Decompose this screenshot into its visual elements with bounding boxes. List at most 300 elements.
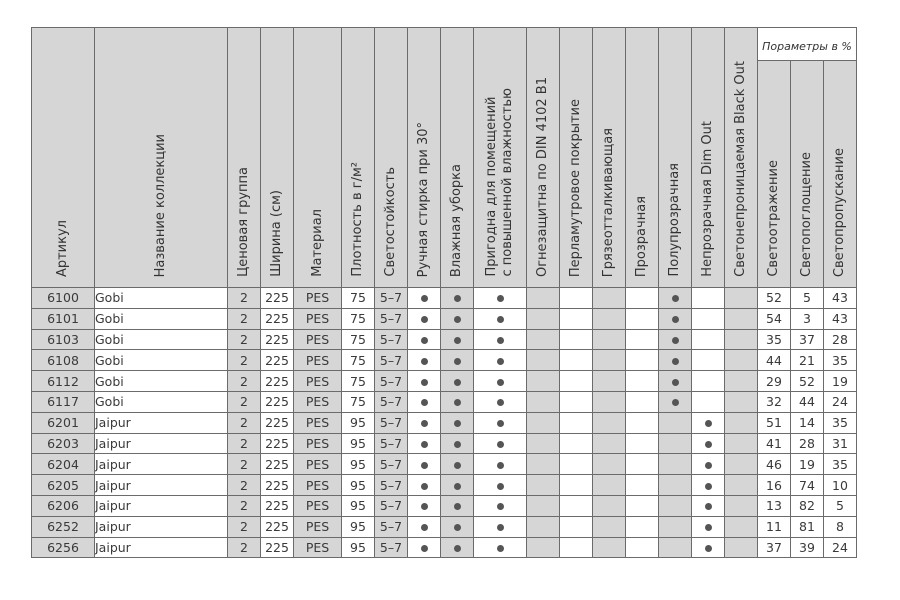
- feature-dot-icon: [672, 316, 679, 323]
- cell-price-group: 2: [228, 433, 261, 454]
- header-transparent: Прозрачная: [626, 28, 659, 288]
- cell-lightfastness: 5–7: [375, 288, 408, 309]
- cell-fire-protection: [527, 391, 560, 412]
- cell-transparent: [626, 433, 659, 454]
- cell-dim-out: [692, 288, 725, 309]
- cell-reflection: 46: [758, 454, 791, 475]
- feature-dot-icon: [672, 358, 679, 365]
- cell-wet-cleaning: [441, 329, 474, 350]
- header-humid-rooms: Пригодна для помещений с повышенной влажностью: [474, 28, 527, 288]
- cell-dim-out: [692, 308, 725, 329]
- cell-article: 6108: [32, 350, 95, 371]
- feature-dot-icon: [454, 295, 461, 302]
- cell-lightfastness: 5–7: [375, 391, 408, 412]
- cell-transmission: 31: [824, 433, 857, 454]
- feature-dot-icon: [497, 358, 504, 365]
- cell-material: PES: [294, 412, 342, 433]
- cell-semi-transparent: [659, 454, 692, 475]
- header-wet-cleaning: Влажная уборка: [441, 28, 474, 288]
- feature-dot-icon: [454, 420, 461, 427]
- product-spec-table: [31, 27, 857, 558]
- cell-price-group: 2: [228, 371, 261, 392]
- cell-dirt-repellent: [593, 454, 626, 475]
- cell-humid-rooms: [474, 412, 527, 433]
- cell-hand-wash: [408, 412, 441, 433]
- cell-reflection: 29: [758, 371, 791, 392]
- table-row: [32, 350, 857, 371]
- cell-density: 95: [342, 454, 375, 475]
- cell-price-group: 2: [228, 516, 261, 537]
- cell-wet-cleaning: [441, 433, 474, 454]
- cell-fire-protection: [527, 495, 560, 516]
- cell-article: 6204: [32, 454, 95, 475]
- cell-hand-wash: [408, 391, 441, 412]
- cell-semi-transparent: [659, 329, 692, 350]
- cell-reflection: 32: [758, 391, 791, 412]
- cell-transmission: 43: [824, 308, 857, 329]
- cell-black-out: [725, 433, 758, 454]
- cell-lightfastness: 5–7: [375, 475, 408, 496]
- feature-dot-icon: [454, 524, 461, 531]
- cell-dirt-repellent: [593, 288, 626, 309]
- cell-density: 75: [342, 391, 375, 412]
- cell-name: Gobi: [95, 391, 228, 412]
- cell-fire-protection: [527, 433, 560, 454]
- cell-lightfastness: 5–7: [375, 371, 408, 392]
- feature-dot-icon: [705, 462, 712, 469]
- cell-width: 225: [261, 412, 294, 433]
- cell-dirt-repellent: [593, 495, 626, 516]
- cell-transparent: [626, 391, 659, 412]
- cell-dim-out: [692, 391, 725, 412]
- cell-reflection: 52: [758, 288, 791, 309]
- cell-dirt-repellent: [593, 350, 626, 371]
- cell-density: 95: [342, 475, 375, 496]
- cell-pearl-coating: [560, 433, 593, 454]
- cell-dim-out: [692, 412, 725, 433]
- cell-transparent: [626, 371, 659, 392]
- cell-semi-transparent: [659, 391, 692, 412]
- cell-hand-wash: [408, 329, 441, 350]
- feature-dot-icon: [497, 483, 504, 490]
- cell-humid-rooms: [474, 371, 527, 392]
- header-price-group: Ценовая группа: [228, 28, 261, 288]
- header-lightfastness: Светостойкость: [375, 28, 408, 288]
- cell-article: 6256: [32, 537, 95, 558]
- feature-dot-icon: [497, 524, 504, 531]
- header-collection: Название коллекции: [95, 28, 228, 288]
- feature-dot-icon: [421, 462, 428, 469]
- cell-transparent: [626, 288, 659, 309]
- cell-name: Jaipur: [95, 516, 228, 537]
- cell-material: PES: [294, 454, 342, 475]
- cell-article: 6205: [32, 475, 95, 496]
- cell-dim-out: [692, 329, 725, 350]
- table-row: [32, 516, 857, 537]
- cell-black-out: [725, 454, 758, 475]
- header-dim-out: Непрозрачная Dim Out: [692, 28, 725, 288]
- cell-pearl-coating: [560, 391, 593, 412]
- cell-article: 6252: [32, 516, 95, 537]
- cell-width: 225: [261, 516, 294, 537]
- header-absorption: Светопоглощение: [791, 61, 824, 288]
- cell-wet-cleaning: [441, 350, 474, 371]
- cell-reflection: 11: [758, 516, 791, 537]
- cell-semi-transparent: [659, 516, 692, 537]
- feature-dot-icon: [497, 316, 504, 323]
- header-fire-protection: Огнезащитна по DIN 4102 B1: [527, 28, 560, 288]
- cell-name: Gobi: [95, 288, 228, 309]
- cell-black-out: [725, 288, 758, 309]
- cell-black-out: [725, 475, 758, 496]
- cell-reflection: 51: [758, 412, 791, 433]
- cell-transmission: 35: [824, 454, 857, 475]
- header-hand-wash: Ручная стирка при 30°: [408, 28, 441, 288]
- cell-dirt-repellent: [593, 371, 626, 392]
- feature-dot-icon: [497, 545, 504, 552]
- table-body: [32, 288, 857, 558]
- cell-width: 225: [261, 433, 294, 454]
- cell-width: 225: [261, 371, 294, 392]
- cell-black-out: [725, 412, 758, 433]
- cell-pearl-coating: [560, 475, 593, 496]
- feature-dot-icon: [705, 483, 712, 490]
- cell-wet-cleaning: [441, 537, 474, 558]
- cell-price-group: 2: [228, 475, 261, 496]
- feature-dot-icon: [454, 379, 461, 386]
- cell-semi-transparent: [659, 288, 692, 309]
- feature-dot-icon: [705, 503, 712, 510]
- cell-humid-rooms: [474, 475, 527, 496]
- cell-wet-cleaning: [441, 516, 474, 537]
- cell-reflection: 37: [758, 537, 791, 558]
- cell-hand-wash: [408, 495, 441, 516]
- cell-lightfastness: 5–7: [375, 329, 408, 350]
- cell-name: Jaipur: [95, 412, 228, 433]
- cell-transparent: [626, 475, 659, 496]
- cell-wet-cleaning: [441, 412, 474, 433]
- cell-article: 6203: [32, 433, 95, 454]
- cell-semi-transparent: [659, 371, 692, 392]
- cell-material: PES: [294, 495, 342, 516]
- cell-transmission: 24: [824, 537, 857, 558]
- cell-humid-rooms: [474, 308, 527, 329]
- cell-pearl-coating: [560, 350, 593, 371]
- cell-pearl-coating: [560, 412, 593, 433]
- cell-wet-cleaning: [441, 454, 474, 475]
- header-transmission: Светопропускание: [824, 61, 857, 288]
- feature-dot-icon: [421, 483, 428, 490]
- feature-dot-icon: [454, 358, 461, 365]
- feature-dot-icon: [454, 483, 461, 490]
- table-row: [32, 308, 857, 329]
- feature-dot-icon: [705, 420, 712, 427]
- cell-fire-protection: [527, 288, 560, 309]
- cell-absorption: 21: [791, 350, 824, 371]
- cell-width: 225: [261, 308, 294, 329]
- cell-material: PES: [294, 288, 342, 309]
- cell-pearl-coating: [560, 329, 593, 350]
- cell-price-group: 2: [228, 288, 261, 309]
- cell-black-out: [725, 495, 758, 516]
- feature-dot-icon: [421, 295, 428, 302]
- cell-humid-rooms: [474, 433, 527, 454]
- cell-width: 225: [261, 288, 294, 309]
- cell-black-out: [725, 308, 758, 329]
- cell-density: 95: [342, 537, 375, 558]
- cell-width: 225: [261, 537, 294, 558]
- cell-name: Jaipur: [95, 433, 228, 454]
- cell-dirt-repellent: [593, 516, 626, 537]
- header-black-out: Светонепроницаемая Black Out: [725, 28, 758, 288]
- feature-dot-icon: [454, 462, 461, 469]
- cell-absorption: 28: [791, 433, 824, 454]
- table-row: [32, 454, 857, 475]
- cell-black-out: [725, 329, 758, 350]
- cell-wet-cleaning: [441, 475, 474, 496]
- cell-absorption: 39: [791, 537, 824, 558]
- cell-transmission: 35: [824, 350, 857, 371]
- cell-absorption: 44: [791, 391, 824, 412]
- cell-hand-wash: [408, 350, 441, 371]
- header-row: [32, 28, 857, 61]
- table-row: [32, 475, 857, 496]
- cell-material: PES: [294, 308, 342, 329]
- cell-name: Gobi: [95, 329, 228, 350]
- cell-transparent: [626, 537, 659, 558]
- cell-humid-rooms: [474, 329, 527, 350]
- cell-transmission: 28: [824, 329, 857, 350]
- cell-width: 225: [261, 475, 294, 496]
- cell-semi-transparent: [659, 475, 692, 496]
- table-row: [32, 288, 857, 309]
- cell-absorption: 5: [791, 288, 824, 309]
- cell-density: 95: [342, 412, 375, 433]
- cell-dirt-repellent: [593, 329, 626, 350]
- feature-dot-icon: [672, 337, 679, 344]
- cell-fire-protection: [527, 350, 560, 371]
- cell-transparent: [626, 329, 659, 350]
- cell-transparent: [626, 412, 659, 433]
- cell-absorption: 82: [791, 495, 824, 516]
- feature-dot-icon: [454, 337, 461, 344]
- cell-fire-protection: [527, 308, 560, 329]
- cell-article: 6100: [32, 288, 95, 309]
- feature-dot-icon: [497, 379, 504, 386]
- cell-dim-out: [692, 350, 725, 371]
- table-row: [32, 537, 857, 558]
- cell-reflection: 54: [758, 308, 791, 329]
- cell-transmission: 5: [824, 495, 857, 516]
- cell-semi-transparent: [659, 537, 692, 558]
- cell-density: 75: [342, 329, 375, 350]
- feature-dot-icon: [672, 399, 679, 406]
- table-row: [32, 329, 857, 350]
- cell-price-group: 2: [228, 329, 261, 350]
- cell-price-group: 2: [228, 391, 261, 412]
- cell-dirt-repellent: [593, 391, 626, 412]
- cell-density: 75: [342, 350, 375, 371]
- cell-absorption: 81: [791, 516, 824, 537]
- cell-fire-protection: [527, 516, 560, 537]
- cell-dirt-repellent: [593, 475, 626, 496]
- cell-pearl-coating: [560, 516, 593, 537]
- cell-density: 75: [342, 288, 375, 309]
- cell-transmission: 35: [824, 412, 857, 433]
- feature-dot-icon: [421, 503, 428, 510]
- cell-transmission: 10: [824, 475, 857, 496]
- cell-absorption: 52: [791, 371, 824, 392]
- cell-lightfastness: 5–7: [375, 516, 408, 537]
- cell-dim-out: [692, 475, 725, 496]
- cell-hand-wash: [408, 454, 441, 475]
- cell-lightfastness: 5–7: [375, 350, 408, 371]
- header-semi-transparent: Полупрозрачная: [659, 28, 692, 288]
- feature-dot-icon: [454, 399, 461, 406]
- cell-dirt-repellent: [593, 412, 626, 433]
- cell-absorption: 37: [791, 329, 824, 350]
- header-pearl-coating: Перламутровое покрытие: [560, 28, 593, 288]
- cell-density: 75: [342, 371, 375, 392]
- feature-dot-icon: [421, 358, 428, 365]
- cell-black-out: [725, 371, 758, 392]
- feature-dot-icon: [421, 337, 428, 344]
- cell-width: 225: [261, 329, 294, 350]
- cell-material: PES: [294, 433, 342, 454]
- cell-black-out: [725, 516, 758, 537]
- table-row: [32, 433, 857, 454]
- cell-density: 75: [342, 308, 375, 329]
- cell-lightfastness: 5–7: [375, 433, 408, 454]
- feature-dot-icon: [421, 441, 428, 448]
- feature-dot-icon: [421, 545, 428, 552]
- cell-transparent: [626, 350, 659, 371]
- cell-absorption: 3: [791, 308, 824, 329]
- cell-semi-transparent: [659, 350, 692, 371]
- cell-lightfastness: 5–7: [375, 412, 408, 433]
- cell-density: 95: [342, 495, 375, 516]
- cell-lightfastness: 5–7: [375, 308, 408, 329]
- cell-dirt-repellent: [593, 537, 626, 558]
- cell-pearl-coating: [560, 371, 593, 392]
- cell-dim-out: [692, 495, 725, 516]
- cell-pearl-coating: [560, 454, 593, 475]
- cell-name: Jaipur: [95, 537, 228, 558]
- cell-humid-rooms: [474, 391, 527, 412]
- cell-name: Jaipur: [95, 475, 228, 496]
- feature-dot-icon: [454, 316, 461, 323]
- cell-hand-wash: [408, 475, 441, 496]
- cell-article: 6117: [32, 391, 95, 412]
- cell-semi-transparent: [659, 433, 692, 454]
- feature-dot-icon: [497, 441, 504, 448]
- cell-hand-wash: [408, 371, 441, 392]
- feature-dot-icon: [421, 316, 428, 323]
- cell-fire-protection: [527, 537, 560, 558]
- table-row: [32, 412, 857, 433]
- cell-article: 6103: [32, 329, 95, 350]
- table-row: [32, 391, 857, 412]
- cell-density: 95: [342, 433, 375, 454]
- cell-price-group: 2: [228, 350, 261, 371]
- feature-dot-icon: [421, 524, 428, 531]
- cell-material: PES: [294, 537, 342, 558]
- cell-width: 225: [261, 454, 294, 475]
- cell-pearl-coating: [560, 537, 593, 558]
- feature-dot-icon: [672, 295, 679, 302]
- cell-transmission: 43: [824, 288, 857, 309]
- cell-transmission: 24: [824, 391, 857, 412]
- cell-wet-cleaning: [441, 391, 474, 412]
- cell-transmission: 19: [824, 371, 857, 392]
- cell-transparent: [626, 516, 659, 537]
- cell-name: Jaipur: [95, 495, 228, 516]
- header-reflection: Светоотражение: [758, 61, 791, 288]
- header-material: Материал: [294, 28, 342, 288]
- cell-price-group: 2: [228, 495, 261, 516]
- feature-dot-icon: [497, 420, 504, 427]
- feature-dot-icon: [421, 420, 428, 427]
- cell-article: 6112: [32, 371, 95, 392]
- cell-black-out: [725, 350, 758, 371]
- cell-density: 95: [342, 516, 375, 537]
- cell-material: PES: [294, 329, 342, 350]
- cell-name: Jaipur: [95, 454, 228, 475]
- cell-fire-protection: [527, 371, 560, 392]
- cell-reflection: 13: [758, 495, 791, 516]
- header-density: Плотность в г/м²: [342, 28, 375, 288]
- cell-article: 6101: [32, 308, 95, 329]
- cell-dim-out: [692, 537, 725, 558]
- feature-dot-icon: [497, 337, 504, 344]
- cell-absorption: 14: [791, 412, 824, 433]
- header-width: Ширина (см): [261, 28, 294, 288]
- cell-dim-out: [692, 371, 725, 392]
- feature-dot-icon: [421, 379, 428, 386]
- cell-humid-rooms: [474, 495, 527, 516]
- cell-price-group: 2: [228, 537, 261, 558]
- cell-humid-rooms: [474, 516, 527, 537]
- cell-price-group: 2: [228, 308, 261, 329]
- cell-semi-transparent: [659, 412, 692, 433]
- cell-name: Gobi: [95, 308, 228, 329]
- cell-absorption: 74: [791, 475, 824, 496]
- cell-material: PES: [294, 391, 342, 412]
- cell-article: 6201: [32, 412, 95, 433]
- cell-name: Gobi: [95, 371, 228, 392]
- cell-wet-cleaning: [441, 495, 474, 516]
- cell-pearl-coating: [560, 495, 593, 516]
- feature-dot-icon: [705, 545, 712, 552]
- header-article: Артикул: [32, 28, 95, 288]
- cell-reflection: 16: [758, 475, 791, 496]
- cell-width: 225: [261, 495, 294, 516]
- cell-dirt-repellent: [593, 308, 626, 329]
- feature-dot-icon: [497, 399, 504, 406]
- cell-transparent: [626, 454, 659, 475]
- cell-hand-wash: [408, 433, 441, 454]
- cell-lightfastness: 5–7: [375, 454, 408, 475]
- feature-dot-icon: [705, 524, 712, 531]
- cell-reflection: 35: [758, 329, 791, 350]
- cell-name: Gobi: [95, 350, 228, 371]
- cell-dirt-repellent: [593, 433, 626, 454]
- cell-fire-protection: [527, 412, 560, 433]
- cell-black-out: [725, 391, 758, 412]
- cell-humid-rooms: [474, 454, 527, 475]
- feature-dot-icon: [497, 295, 504, 302]
- cell-absorption: 19: [791, 454, 824, 475]
